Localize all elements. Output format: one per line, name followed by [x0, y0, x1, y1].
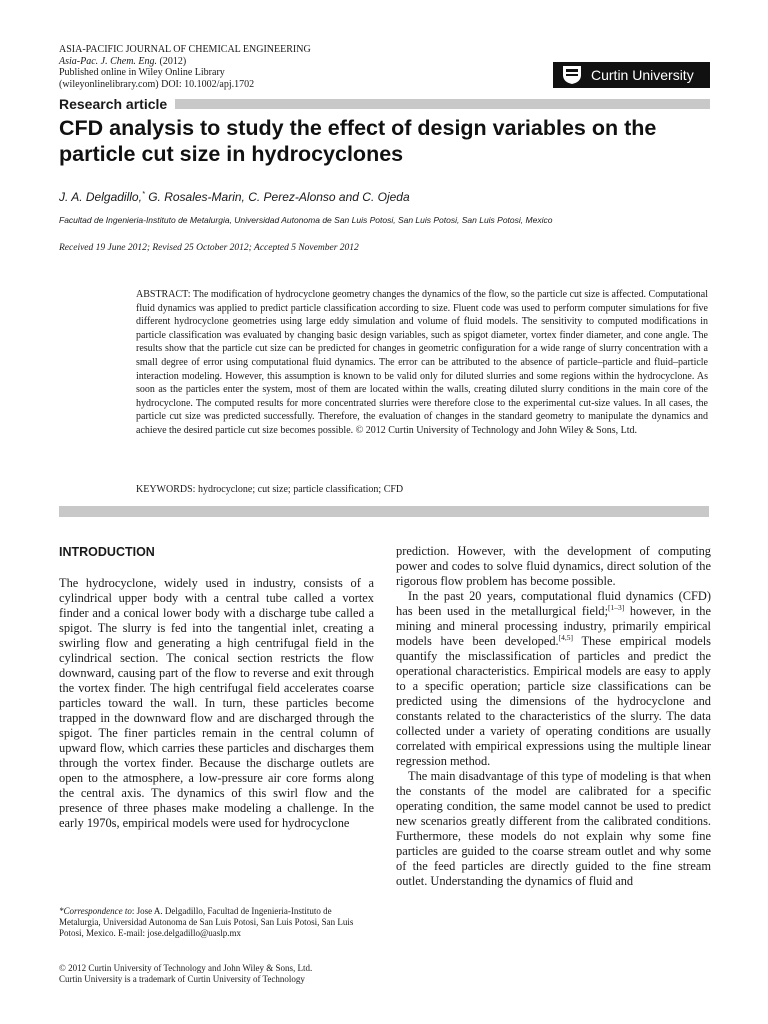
- crest-icon: [561, 65, 583, 85]
- correspondence-text: : Jose A. Delgadillo, Facultad de Ingenieria-Instituto de Metalurgia, Universidad Autonoma de San Luis Potosi, San Luis Potosi, San Luis Potosi, Mexico. E-mail: jose.delgadillo@uaslp.mx: [59, 906, 354, 938]
- section-bar: [175, 99, 710, 109]
- abstract-text: ABSTRACT: The modification of hydrocyclone geometry changes the dynamics of the flow, so the particle cut size is affected. Computational fluid dynamics was applied to predict particle classification according to size. Fluent code was used to perform computer simulations for five different hydrocyclone geometries using large eddy simulation and volume of fluid models. The sensitivity to computed modifications in particle classification was evaluated by changing basic design variables, such as spigot diameter, vortex finder diameter, and cone angle. The results show that the particle cut size can be predicted for changes in geometric configuration for a wide range of slurry concentration with a small degree of error using computational fluid dynamics. The error can be attributed to the absence of particle–particle and fluid–particle interaction modeling. However, this assumption is known to be valid only for diluted slurries and some regions within the hydrocyclone. As soon as the particles enter the system, most of them are located within the walls, creating diluted slurry conditions in the main core of the hydrocyclone. The computed results for more concentrated slurries were therefore close to the experimental cut-size values. In all cases, the particle cut size was predicted successfully. Therefore, the evaluation of changes in the standard geometry to manipulate the dynamics and achieve the desired particle cut size becomes possible. © 2012 Curtin University of Technology and John Wiley & Sons, Ltd.: [136, 289, 708, 436]
- paragraph-cfd-b: however, in the mining and mineral processing industry, primarily empirical models have been developed.: [396, 604, 711, 648]
- corresponding-mark: *: [141, 189, 145, 198]
- journal-citation: [59, 56, 311, 68]
- author-rest: G. Rosales-Marin, C. Perez-Alonso and C. Ojeda: [144, 190, 410, 204]
- intro-heading: INTRODUCTION: [59, 545, 155, 559]
- section-label: Research article: [59, 96, 168, 112]
- section-divider: [59, 506, 709, 517]
- affiliation: Facultad de Ingenieria-Instituto de Metalurgia, Universidad Autonoma de San Luis Potosi, San Luis Potosi, San Luis Potosi, Mexico: [59, 215, 553, 225]
- reference-1-3: [1–3]: [608, 602, 625, 612]
- copyright-line: © 2012 Curtin University of Technology and John Wiley & Sons, Ltd.: [59, 963, 313, 973]
- paragraph-continued: prediction. However, with the development of computing power and codes to solve fluid dynamics, direct solution of the rigorous flow problem has become possible.: [396, 544, 711, 588]
- section-row: [59, 94, 710, 114]
- paragraph-cfd-a: In the past 20 years, computational fluid dynamics (CFD) has been used in the metallurgical field;: [396, 589, 711, 618]
- journal-header: [59, 44, 311, 90]
- curtin-logo: [553, 62, 710, 88]
- right-column: [396, 544, 711, 889]
- article-dates: Received 19 June 2012; Revised 25 October 2012; Accepted 5 November 2012: [59, 243, 359, 253]
- published-line: Published online in Wiley Online Library: [59, 67, 225, 78]
- article-title: CFD analysis to study the effect of design variables on the particle cut size in hydrocyclones: [59, 116, 657, 166]
- correspondence-footnote: [59, 906, 373, 938]
- copyright-block: [59, 963, 399, 985]
- logo-text: Curtin University: [591, 67, 694, 83]
- authors: [59, 190, 410, 204]
- doi-line: (wileyonlinelibrary.com) DOI: 10.1002/apj.1702: [59, 78, 255, 90]
- journal-name: ASIA-PACIFIC JOURNAL OF CHEMICAL ENGINEERING: [59, 44, 311, 55]
- author-first: J. A. Delgadillo,: [59, 190, 142, 204]
- trademark-line: Curtin University is a trademark of Curtin University of Technology: [59, 974, 305, 984]
- journal-year: (2012): [159, 55, 187, 67]
- left-column: [59, 576, 374, 831]
- paragraph-cfd: [396, 589, 711, 769]
- correspondence-label: *Correspondence to: [59, 906, 132, 916]
- paragraph-cfd-c: These empirical models quantify the misclassification of particles and predict the operational characteristics. Empirical models are easy to apply to a specific operation; particle size classifications can be predicted using the dimensions of the hydrocyclone and constants related to the characteristics of the slurry. The data collected under a variety of operating conditions are usually correlated with empirical expressions using the multiple linear regression method.: [396, 634, 711, 768]
- abstract: [136, 288, 708, 438]
- reference-4-5: [4,5]: [558, 632, 574, 642]
- paragraph-disadvantage: The main disadvantage of this type of modeling is that when the constants of the model are calibrated for a specific operating condition, the same model cannot be used to predict new scenarios greatly different from the calibrated conditions. Furthermore, these models do not explain why some fine particles are guided to the coarse stream outlet and why some of the feed particles are directly guided to the fine stream outlet. Understanding the dynamics of fluid and: [396, 769, 711, 888]
- journal-abbrev: Asia-Pac. J. Chem. Eng.: [59, 55, 158, 67]
- keywords: KEYWORDS: hydrocyclone; cut size; particle classification; CFD: [136, 484, 404, 495]
- intro-paragraph: The hydrocyclone, widely used in industry, consists of a cylindrical upper body with a central tube called a vortex finder and a conical lower body with a discharge tube called a spigot. The slurry is fed into the tangential inlet, creating a swirling flow and generating a high centrifugal field in the cylindrical section. The conical section restricts the flow downward, causing part of the flow to reverse and exit through the vortex finder. The high centrifugal field accelerates coarse particles toward the wall. In turn, these particles become trapped in the downward flow and are discharged through the spigot. The finer particles remain in the central column of upward flow, which carries these particles and discharges them through the vortex finder. Because the discharge outlets are open to the atmosphere, a low-pressure air core forms along the central axis. The dynamics of this swirl flow and the presence of three phases make modeling a challenge. In the early 1970s, empirical models were used for hydrocyclone: [59, 576, 374, 830]
